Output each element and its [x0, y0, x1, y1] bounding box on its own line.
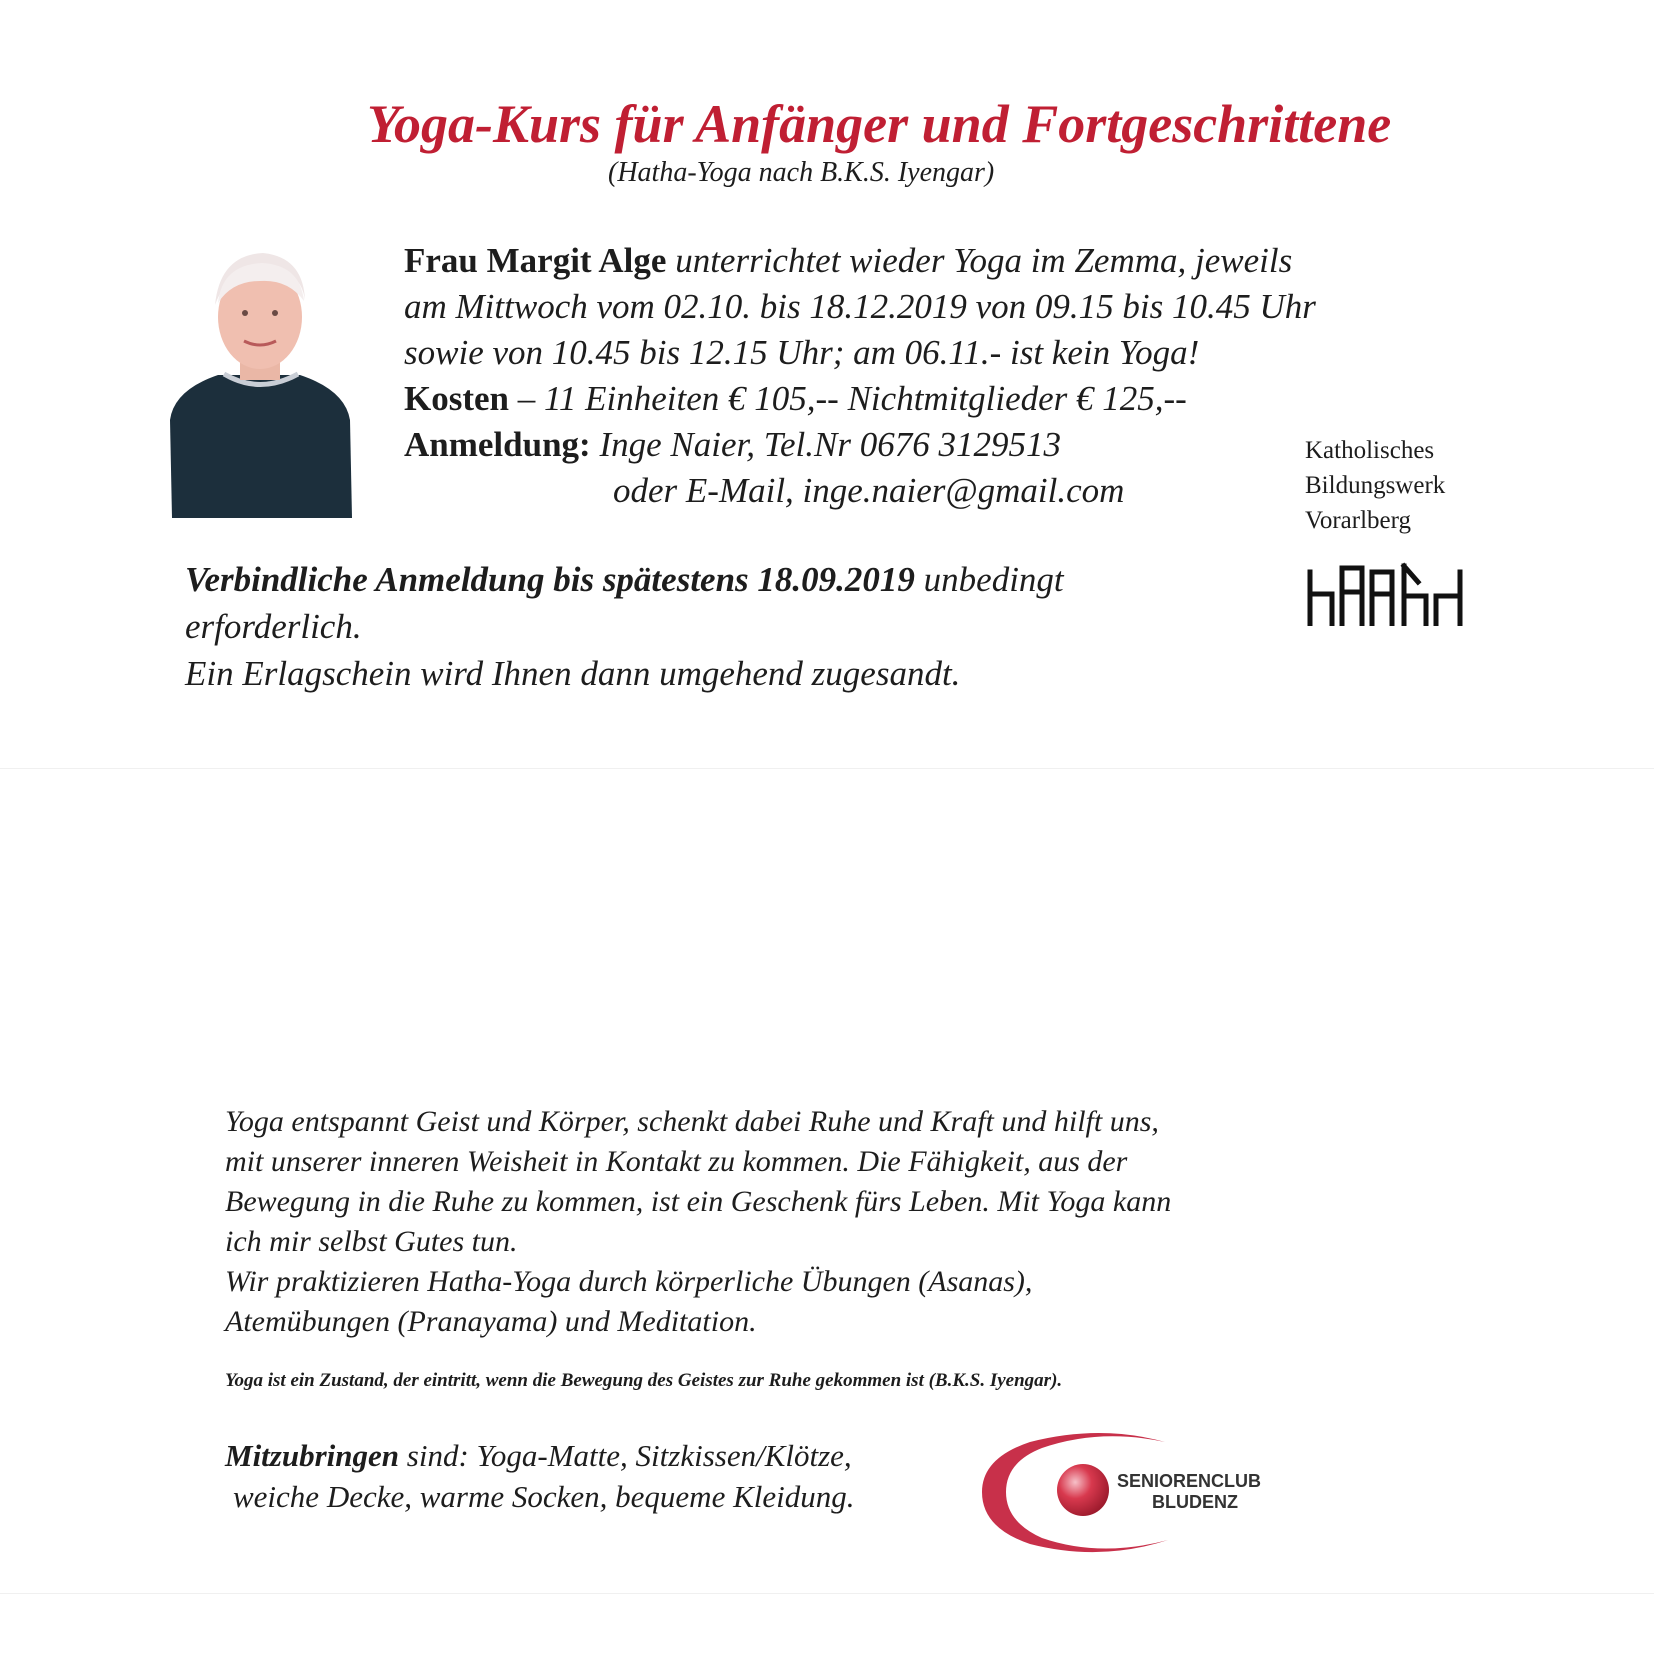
description-line: Atemübungen (Pranayama) und Meditation. — [225, 1305, 757, 1338]
bring-text: sind: Yoga-Matte, Sitzkissen/Klötze, — [399, 1438, 852, 1473]
divider — [0, 768, 1654, 769]
cost-text: – 11 Einheiten € 105,-- Nichtmitglieder € 125,-- — [509, 379, 1187, 418]
bring-line-2: weiche Decke, warme Socken, bequeme Kleidung. — [233, 1479, 855, 1514]
organization-line-3: Vorarlberg — [1305, 507, 1411, 534]
info-line-1-text: unterrichtet wieder Yoga im Zemma, jeweils — [666, 241, 1293, 280]
description-line: ich mir selbst Gutes tun. — [225, 1225, 518, 1258]
cost-label: Kosten — [404, 379, 509, 418]
description-line: Yoga entspannt Geist und Körper, schenkt dabei Ruhe und Kraft und hilft uns, — [225, 1105, 1159, 1138]
registration-email — [404, 468, 1316, 514]
instructor-photo — [160, 245, 358, 518]
registration-text: Inge Naier, Tel.Nr 0676 3129513 — [590, 425, 1061, 464]
logo-text-line-1: SENIORENCLUB — [1117, 1471, 1262, 1491]
organization-block — [1305, 433, 1445, 538]
deadline-line-3: Ein Erlagschein wird Ihnen dann umgehend zugesandt. — [185, 654, 961, 693]
bottom-divider — [0, 1593, 1654, 1594]
logo-text-line-2: BLUDENZ — [1152, 1492, 1238, 1512]
info-line-2: am Mittwoch vom 02.10. bis 18.12.2019 von 09.15 bis 10.45 Uhr — [404, 287, 1316, 326]
deadline-block — [185, 556, 1064, 697]
quote: Yoga ist ein Zustand, der eintritt, wenn die Bewegung des Geistes zur Ruhe gekommen ist (B.K.S. Iyengar). — [225, 1370, 1063, 1391]
seniorenclub-logo — [980, 1430, 1290, 1555]
description-line: Bewegung in die Ruhe zu kommen, ist ein Geschenk fürs Leben. Mit Yoga kann — [225, 1185, 1172, 1218]
info-line-1 — [404, 238, 1316, 284]
description-block — [225, 1102, 1171, 1342]
page-subtitle: (Hatha-Yoga nach B.K.S. Iyengar) — [608, 157, 995, 188]
email-text: oder E-Mail, inge.naier@gmail.com — [613, 471, 1125, 510]
deadline-text: unbedingt — [914, 560, 1064, 599]
deadline-bold: Verbindliche Anmeldung bis spätestens 18.09.2019 — [185, 560, 915, 599]
organization-line-1: Katholisches — [1305, 437, 1435, 464]
description-line: Wir praktizieren Hatha-Yoga durch körperliche Übungen (Asanas), — [225, 1265, 1033, 1298]
description-line: mit unserer inneren Weisheit in Kontakt zu kommen. Die Fähigkeit, aus der — [225, 1145, 1128, 1178]
registration-line — [404, 422, 1316, 468]
info-line-3: sowie von 10.45 bis 12.15 Uhr; am 06.11.- ist kein Yoga! — [404, 333, 1200, 372]
bring-line-1 — [225, 1435, 854, 1476]
cost-line — [404, 376, 1316, 422]
registration-label: Anmeldung: — [404, 425, 591, 464]
instructor-name: Frau Margit Alge — [404, 241, 667, 280]
bring-bold: Mitzubringen — [225, 1438, 400, 1473]
deadline-line-2: erforderlich. — [185, 607, 362, 646]
course-info — [404, 238, 1316, 514]
chairs-logo-icon — [1306, 562, 1464, 626]
deadline-line-1 — [185, 556, 1064, 603]
bring-block — [225, 1435, 854, 1517]
organization-line-2: Bildungswerk — [1305, 472, 1446, 499]
page-title: Yoga-Kurs für Anfänger und Fortgeschrittene — [367, 94, 1392, 154]
